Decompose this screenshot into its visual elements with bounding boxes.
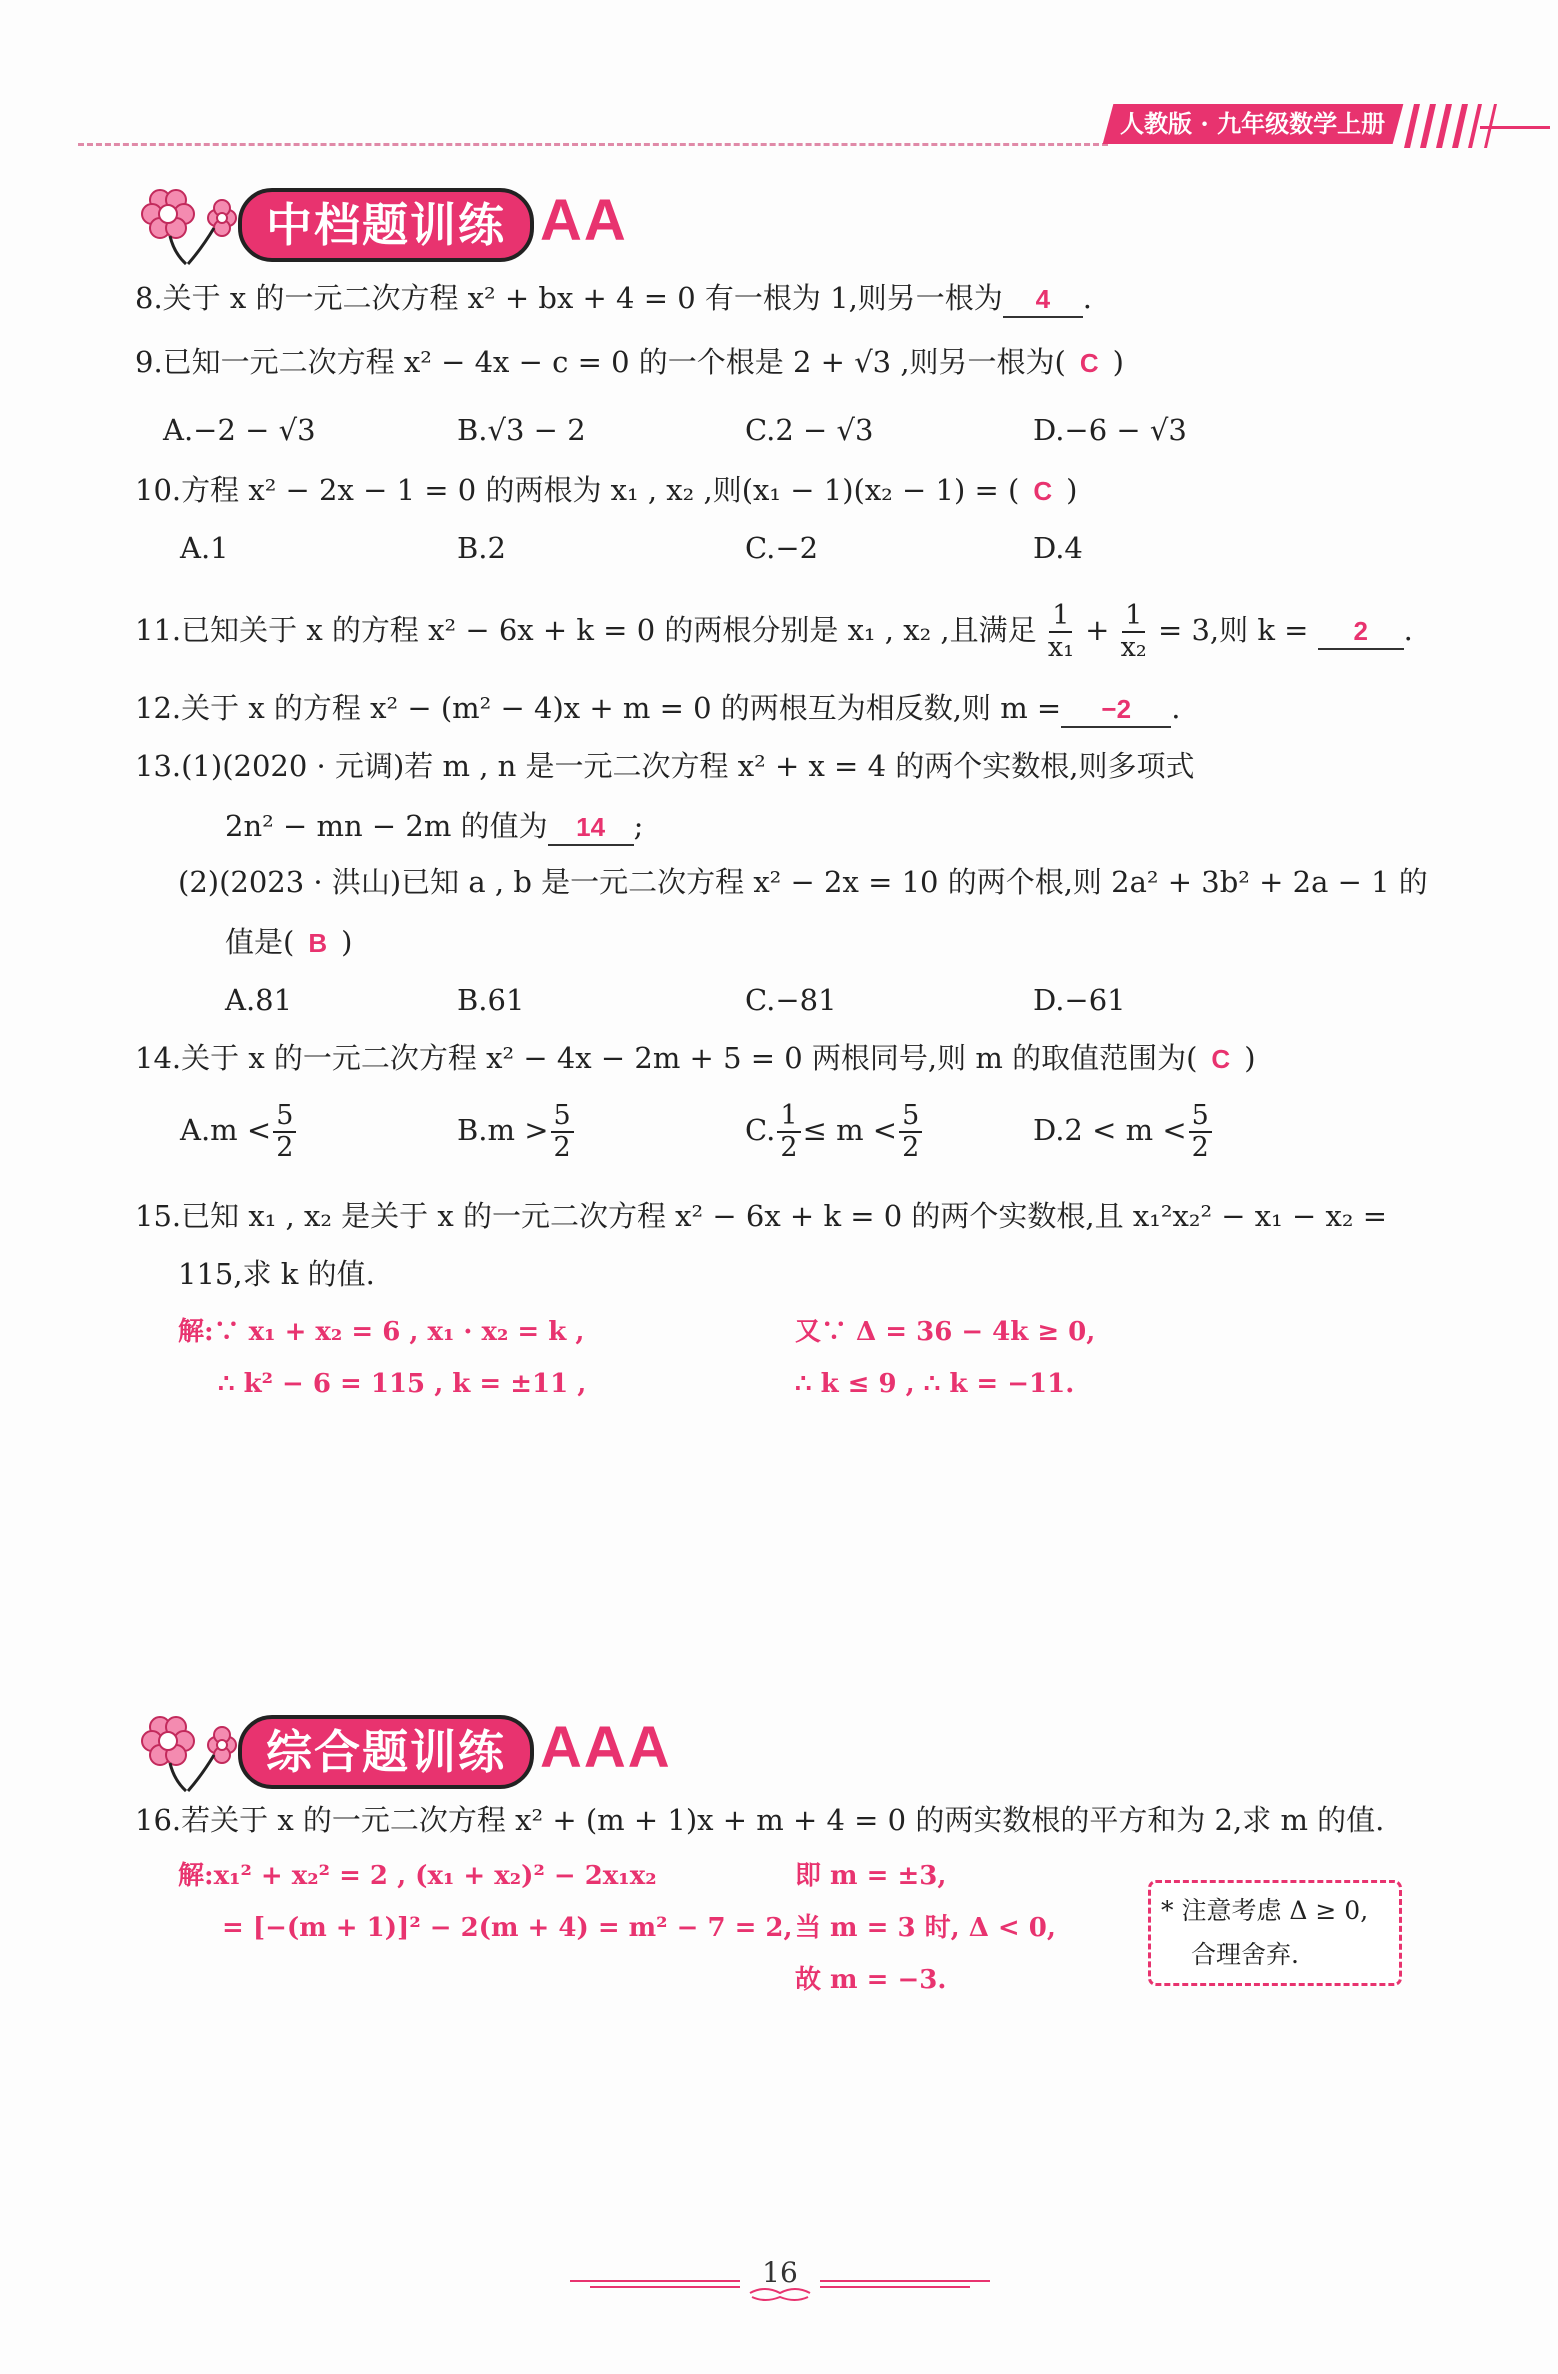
solution-line: 即 m = ±3,	[795, 1861, 947, 1891]
tip-line: * 注意考虑 Δ ≥ 0,	[1161, 1896, 1369, 1925]
answer-choice: C	[1211, 1044, 1231, 1074]
question-15: 15.已知 x₁ , x₂ 是关于 x 的一元二次方程 x² − 6x + k = 0 的两个实数根,且 x₁²x₂² − x₁ − x₂ =	[135, 1199, 1388, 1233]
flower-icon	[130, 178, 250, 268]
solution-line: ∴ k² − 6 = 115 , k = ±11 ,	[218, 1369, 587, 1399]
fraction: $\frac{5}{2}$	[273, 1101, 296, 1163]
answer-blank: −2	[1061, 692, 1171, 728]
option-a: A.m < $\frac{5}{2}$	[180, 1098, 298, 1163]
solution-line: ∴ k ≤ 9 , ∴ k = −11.	[795, 1369, 1075, 1399]
option-c: C.2 − √3	[745, 413, 874, 447]
question-12: 12.关于 x 的方程 x² − (m² − 4)x + m = 0 的两根互为相反数,则 m = −2 .	[135, 688, 1180, 728]
option-b: B.2	[457, 531, 506, 565]
fraction: $\frac{5}{2}$	[1189, 1101, 1212, 1163]
header-dashed-rule	[78, 143, 1108, 146]
solution-line: 解:x₁² + x₂² = 2 , (x₁ + x₂)² − 2x₁x₂	[178, 1861, 657, 1891]
option-b: B.61	[457, 983, 525, 1017]
fraction: $\frac{5}{2}$	[899, 1101, 922, 1163]
answer-blank: 14	[548, 810, 634, 846]
question-14: 14.关于 x 的一元二次方程 x² − 4x − 2m + 5 = 0 两根同号,则 m 的取值范围为( C )	[135, 1041, 1256, 1075]
solution-line: 故 m = −3.	[795, 1965, 947, 1995]
book-tag: 人教版 · 九年级数学上册	[1103, 104, 1404, 144]
option-b: B.m > $\frac{5}{2}$	[457, 1098, 576, 1163]
question-8: 8.关于 x 的一元二次方程 x² + bx + 4 = 0 有一根为 1,则另一根为 4 .	[135, 278, 1092, 318]
option-a: A.−2 − √3	[163, 413, 316, 447]
question-15-cont: 115,求 k 的值.	[178, 1257, 375, 1291]
question-16: 16.若关于 x 的一元二次方程 x² + (m + 1)x + m + 4 = 0 的两实数根的平方和为 2,求 m 的值.	[135, 1803, 1385, 1837]
question-13-part2: (2)(2023 · 洪山)已知 a , b 是一元二次方程 x² − 2x = 10 的两个根,则 2a² + 3b² + 2a − 1 的	[178, 865, 1428, 899]
page-number: 16	[762, 2256, 798, 2289]
solution-line: 解:∵ x₁ + x₂ = 6 , x₁ · x₂ = k ,	[178, 1317, 585, 1347]
answer-choice: C	[1079, 348, 1099, 378]
option-c: C. $\frac{1}{2}$ ≤ m < $\frac{5}{2}$	[745, 1098, 924, 1163]
tip-note-box	[1148, 1880, 1402, 1986]
option-a: A.1	[180, 531, 229, 565]
solution-line: = [−(m + 1)]² − 2(m + 4) = m² − 7 = 2,	[222, 1913, 793, 1943]
question-9: 9.已知一元二次方程 x² − 4x − c = 0 的一个根是 2 + √3 ,则另一根为( C )	[135, 345, 1124, 379]
tip-line: 合理舍弃.	[1191, 1940, 1299, 1969]
page-footer	[560, 2255, 1000, 2315]
option-c: C.−2	[745, 531, 819, 565]
difficulty-level: AAA	[540, 1715, 672, 1780]
solution-line: 当 m = 3 时, Δ < 0,	[795, 1913, 1056, 1943]
section-title: 综合题训练	[238, 1715, 534, 1789]
answer-choice: C	[1033, 476, 1053, 506]
fraction: $\frac{1}{\text{x₂}}$	[1120, 600, 1147, 663]
question-13-part2-cont: 值是( B )	[225, 925, 353, 959]
option-d: D.−6 − √3	[1033, 413, 1187, 447]
fraction: $\frac{5}{2}$	[551, 1101, 574, 1163]
option-b: B.√3 − 2	[457, 413, 586, 447]
difficulty-level: AA	[540, 188, 628, 253]
answer-choice: B	[308, 928, 328, 958]
answer-blank: 4	[1003, 282, 1083, 318]
option-a: A.81	[225, 983, 293, 1017]
option-d: D.−61	[1033, 983, 1126, 1017]
option-d: D.2 < m < $\frac{5}{2}$	[1033, 1098, 1214, 1163]
question-11: 11.已知关于 x 的方程 x² − 6x + k = 0 的两根分别是 x₁ , x₂ ,且满足 $\frac{1}{\text{x₁}}$ + $\frac{1}{\text{x₂}}$ = 3,则 k = 2 .	[135, 600, 1413, 663]
answer-blank: 2	[1318, 614, 1404, 650]
question-13-part1-cont: 2n² − mn − 2m 的值为 14 ;	[225, 806, 643, 846]
question-10: 10.方程 x² − 2x − 1 = 0 的两根为 x₁ , x₂ ,则(x₁ − 1)(x₂ − 1) = ( C )	[135, 473, 1078, 507]
option-c: C.−81	[745, 983, 837, 1017]
fraction: $\frac{1}{2}$	[777, 1101, 800, 1163]
question-13-part1: 13.(1)(2020 · 元调)若 m , n 是一元二次方程 x² + x = 4 的两个实数根,则多项式	[135, 749, 1195, 783]
solution-line: 又∵ Δ = 36 − 4k ≥ 0,	[795, 1317, 1096, 1347]
flower-icon	[130, 1705, 250, 1795]
option-d: D.4	[1033, 531, 1083, 565]
section-title: 中档题训练	[238, 188, 534, 262]
fraction: $\frac{1}{\text{x₁}}$	[1047, 600, 1074, 663]
header-stripes-decoration	[1400, 104, 1550, 148]
